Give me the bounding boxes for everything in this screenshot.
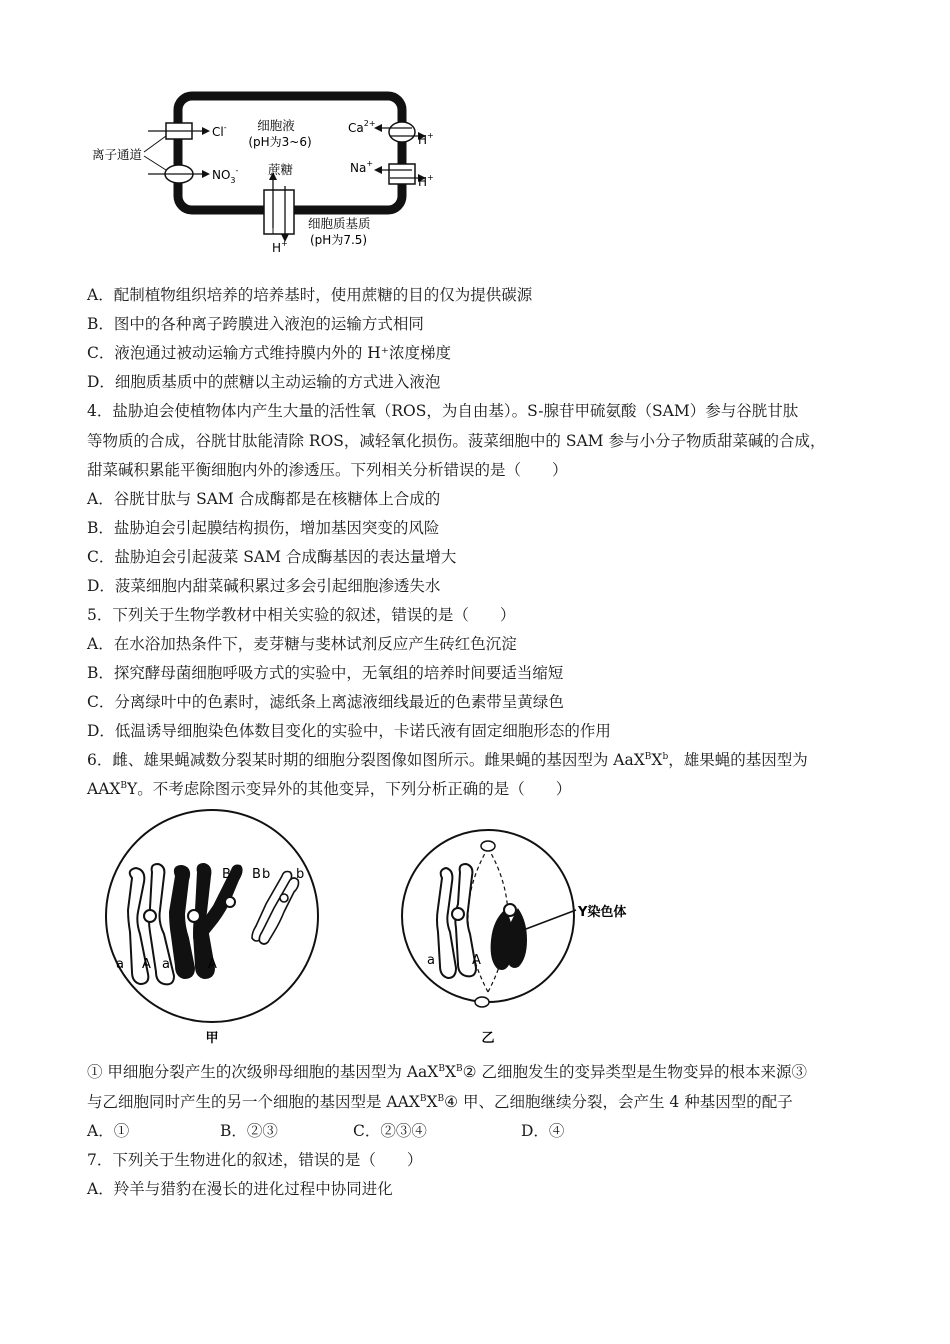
q5-option-c: C．分离绿叶中的色素时，滤纸条上离滤液细线最近的色素带呈黄绿色 <box>87 693 564 711</box>
q4-option-d: D．菠菜细胞内甜菜碱积累过多会引起细胞渗透失水 <box>87 577 441 595</box>
gene-label: A <box>208 957 217 972</box>
sucrose-label: 蔗糖 <box>268 162 294 177</box>
svg-text:H+ <box>272 239 288 255</box>
q3-option-d: D．细胞质基质中的蔗糖以主动运输的方式进入液泡 <box>87 373 441 391</box>
no3-channel <box>148 165 210 183</box>
h-right-top-label: H <box>418 133 428 147</box>
q4-stem-line2: 等物质的合成，谷胱甘肽能清除 ROS，减轻氧化损伤。菠菜细胞中的 SAM 参与小分子物质甜菜碱的合成， <box>87 432 826 450</box>
q4-option-b: B．盐胁迫会引起膜结构损伤，增加基因突变的风险 <box>87 519 440 537</box>
h-right-bottom-charge: + <box>427 173 434 182</box>
gene-label: A <box>142 957 151 972</box>
q3-option-b: B．图中的各种离子跨膜进入液泡的运输方式相同 <box>87 315 424 333</box>
gene-label: B <box>222 867 231 882</box>
q4-stem-line1: 4．盐胁迫会使植物体内产生大量的活性氧（ROS，为自由基）。S-腺苷甲硫氨酸（SAM）参与谷胱甘肽 <box>87 402 799 420</box>
meiosis-cells-figure <box>90 806 650 1052</box>
gene-label: B <box>252 867 261 882</box>
cell-sap-label: 细胞液 <box>257 118 295 133</box>
cell-jia-label: 甲 <box>205 1031 219 1046</box>
svg-text:NO3- <box>212 166 239 185</box>
gene-label: a <box>116 957 124 972</box>
q3-option-c: C．液泡通过被动运输方式维持膜内外的 H⁺浓度梯度 <box>87 344 451 362</box>
svg-text:Ca2+ <box>348 119 376 135</box>
y-chromosome-label: Y染色体 <box>578 905 627 920</box>
h-bottom-label: H <box>272 241 282 255</box>
centriole-bottom <box>475 997 489 1007</box>
na-label: Na <box>350 161 367 175</box>
q5-stem: 5．下列关于生物学教材中相关实验的叙述，错误的是（ ） <box>87 606 516 624</box>
gene-label: b <box>262 867 271 882</box>
q5-option-d: D．低温诱导细胞染色体数目变化的实验中，卡诺氏液有固定细胞形态的作用 <box>87 722 611 740</box>
q4-stem-line3: 甜菜碱积累能平衡细胞内外的渗透压。下列相关分析错误的是（ ） <box>87 461 568 479</box>
vacuole-transport-figure <box>86 78 446 256</box>
q5-option-b: B．探究酵母菌细胞呼吸方式的实验中，无氧组的培养时间要适当缩短 <box>87 664 564 682</box>
na-charge: + <box>366 159 374 168</box>
sucrose-transporter <box>264 172 294 242</box>
q7-option-a: A．羚羊与猎豹在漫长的进化过程中协同进化 <box>87 1180 393 1198</box>
ca-label: Ca <box>348 121 364 135</box>
gene-label: a <box>427 953 435 968</box>
cl-charge: - <box>223 123 227 132</box>
svg-text:Cl- <box>212 123 227 139</box>
no3-charge: - <box>235 166 239 175</box>
q4-option-c: C．盐胁迫会引起菠菜 SAM 合成酶基因的表达量增大 <box>87 548 457 566</box>
ca-charge: 2+ <box>363 119 376 128</box>
cytoplasm-matrix-ph-label: (pH为7.5) <box>310 233 368 247</box>
q6-stem-line2: $AAX^BY$。不考虑除图示变异外的其他变异，下列分析正确的是（ ） <box>87 780 572 798</box>
q3-option-a: A．配制植物组织培养的培养基时，使用蔗糖的目的仅为提供碳源 <box>87 286 533 304</box>
gene-label: b <box>296 867 305 882</box>
gene-label: a <box>162 957 170 972</box>
h-right-top-charge: + <box>427 131 434 140</box>
cell-yi-label: 乙 <box>481 1031 495 1046</box>
cell-sap-ph-label: (pH为3~6) <box>248 135 312 149</box>
cl-label: Cl <box>212 125 224 139</box>
no3-subscript: 3 <box>230 176 236 185</box>
q6-statement-line2: 与乙细胞同时产生的另一个细胞的基因型是 $AAX^BX^B④$ 甲、乙细胞继续分裂，会产生 4 种基因型的配子 <box>87 1093 793 1111</box>
svg-text:Na+ <box>350 159 373 175</box>
q6-choice-a: A．① <box>87 1122 130 1140</box>
q6-choice-d: D．④ <box>521 1122 565 1140</box>
h-right-bottom-label: H <box>418 175 428 189</box>
q6-stem-line1: 6．雌、雄果蝇减数分裂某时期的细胞分裂图像如图所示。雌果蝇的基因型为 $AaX^BX^b$，雄果蝇的基因型为 <box>87 751 808 769</box>
q4-option-a: A．谷胱甘肽与 SAM 合成酶都是在核糖体上合成的 <box>87 490 441 508</box>
cytoplasm-matrix-label: 细胞质基质 <box>308 216 371 231</box>
svg-text:H+ <box>418 173 434 189</box>
q6-choice-c: C．②③④ <box>353 1122 427 1140</box>
q5-option-a: A．在水浴加热条件下，麦芽糖与斐林试剂反应产生砖红色沉淀 <box>87 635 517 653</box>
centriole-top <box>481 841 495 851</box>
gene-label: A <box>472 953 481 968</box>
q6-choices <box>87 1121 564 1141</box>
q6-statement-line1: ① 甲细胞分裂产生的次级卵母细胞的基因型为 $AaX^BX^B②$ 乙细胞发生的变异类型是生物变异的根本来源③ <box>87 1063 807 1081</box>
q7-stem: 7．下列关于生物进化的叙述，错误的是（ ） <box>87 1151 423 1169</box>
no3-label: NO <box>212 168 231 182</box>
cl-channel <box>148 123 210 139</box>
ion-channel-label: 离子通道 <box>92 147 143 162</box>
cell-yi-outline <box>402 830 574 1002</box>
h-bottom-charge: + <box>281 239 288 248</box>
svg-text:H+ <box>418 131 434 147</box>
q6-choice-b: B．②③ <box>220 1122 278 1140</box>
